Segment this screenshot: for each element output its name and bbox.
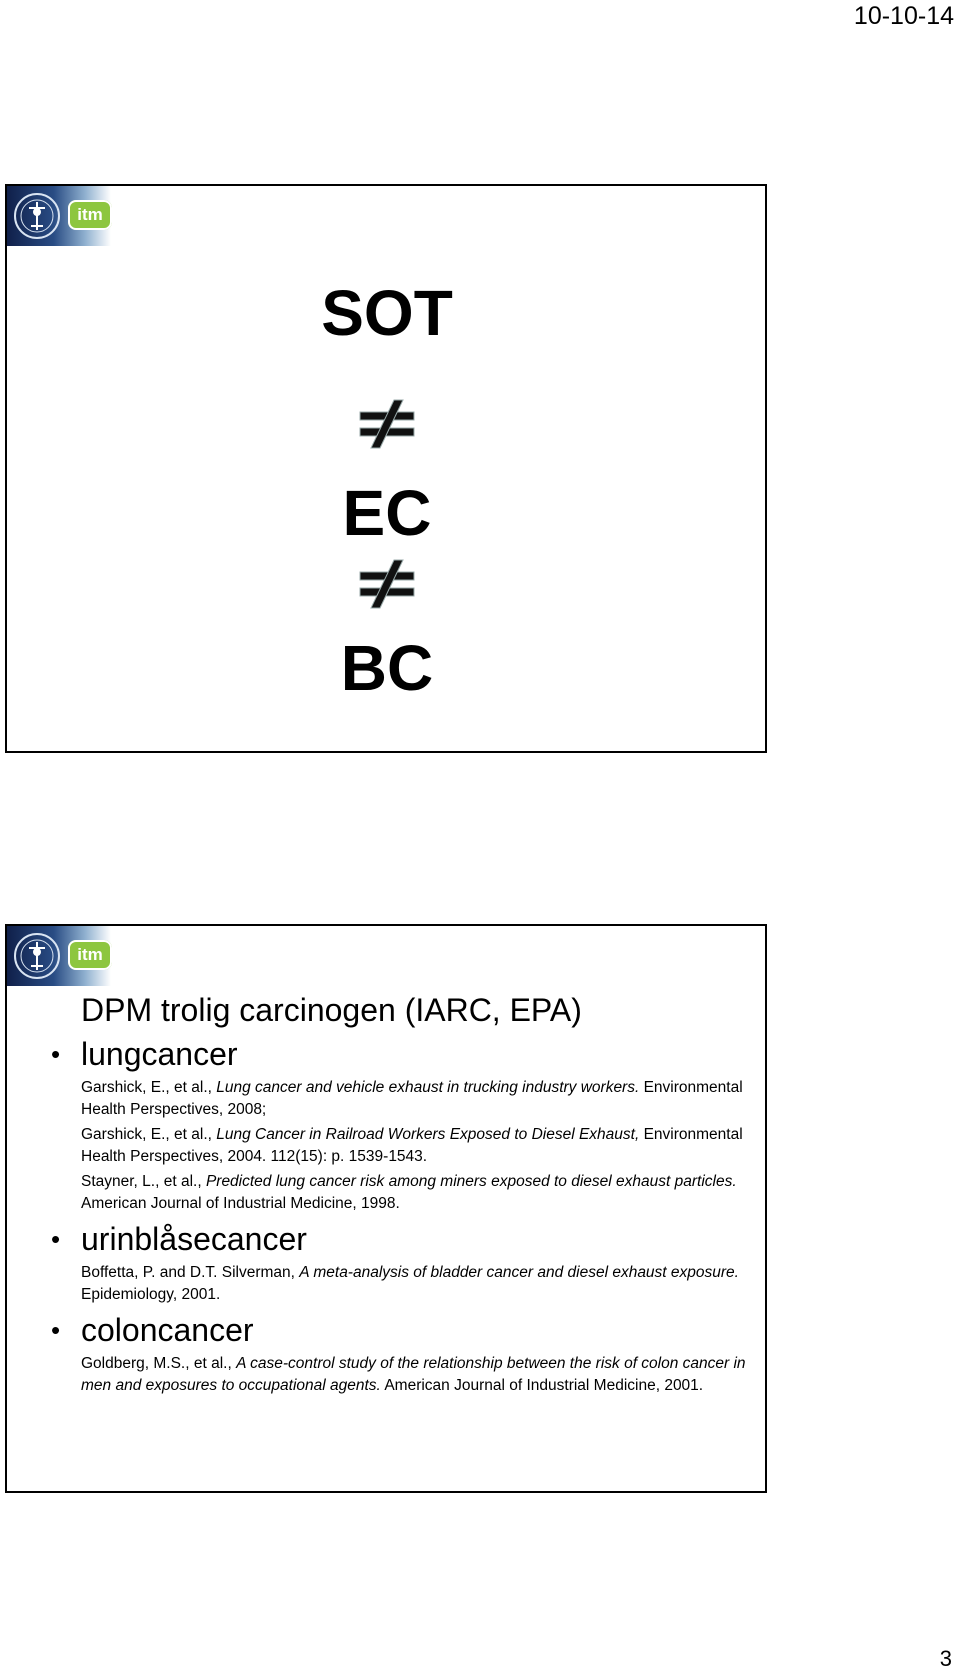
reference: Boffetta, P. and D.T. Silverman, A meta-analysis of bladder cancer and diesel exhaust exposure. Epidemiology, 2001. <box>81 1264 739 1303</box>
title-bc: BC <box>340 632 434 704</box>
bullet-dot: • <box>51 1224 61 1254</box>
not-equal-icon <box>356 398 418 450</box>
not-equal-icon <box>356 558 418 610</box>
bullet-coloncancer <box>51 1311 751 1349</box>
itm-badge: itm <box>68 940 112 970</box>
slide-content <box>51 991 751 1402</box>
university-seal-icon <box>13 932 61 980</box>
bullet-label: lungcancer <box>81 1036 238 1072</box>
itm-badge: itm <box>68 200 112 230</box>
reference: Stayner, L., et al., Predicted lung cancer risk among miners exposed to diesel exhaust particles. American Journal of Industrial Medicine, 1998. <box>81 1173 737 1212</box>
bullet-label: urinblåsecancer <box>81 1221 307 1257</box>
page-date: 10-10-14 <box>853 2 954 30</box>
bullet-urinblasecancer <box>51 1220 751 1258</box>
itm-logo <box>7 186 111 246</box>
reference: Goldberg, M.S., et al., A case-control study of the relationship between the risk of colon cancer in men and exposures to occupational agents. American Journal of Industrial Medicine, 2001. <box>81 1355 746 1394</box>
title-ec: EC <box>342 477 432 549</box>
title-sot: SOT <box>321 277 453 349</box>
slide-sot-ec-bc <box>5 184 767 753</box>
reference: Garshick, E., et al., Lung cancer and vehicle exhaust in trucking industry workers. Environmental Health Perspectives, 2008; <box>81 1079 743 1118</box>
reference: Garshick, E., et al., Lung Cancer in Railroad Workers Exposed to Diesel Exhaust, Environmental Health Perspectives, 2004. 112(15): p. 1539-1543. <box>81 1126 743 1165</box>
slide-heading: DPM trolig carcinogen (IARC, EPA) <box>81 992 582 1028</box>
page-number: 3 <box>939 1646 952 1671</box>
slide-dpm-carcinogen <box>5 924 767 1493</box>
bullet-dot: • <box>51 1315 61 1345</box>
itm-logo <box>7 926 111 986</box>
bullet-dot: • <box>51 1039 61 1069</box>
bullet-lungcancer <box>51 1035 751 1073</box>
bullet-label: coloncancer <box>81 1312 254 1348</box>
university-seal-icon <box>13 192 61 240</box>
